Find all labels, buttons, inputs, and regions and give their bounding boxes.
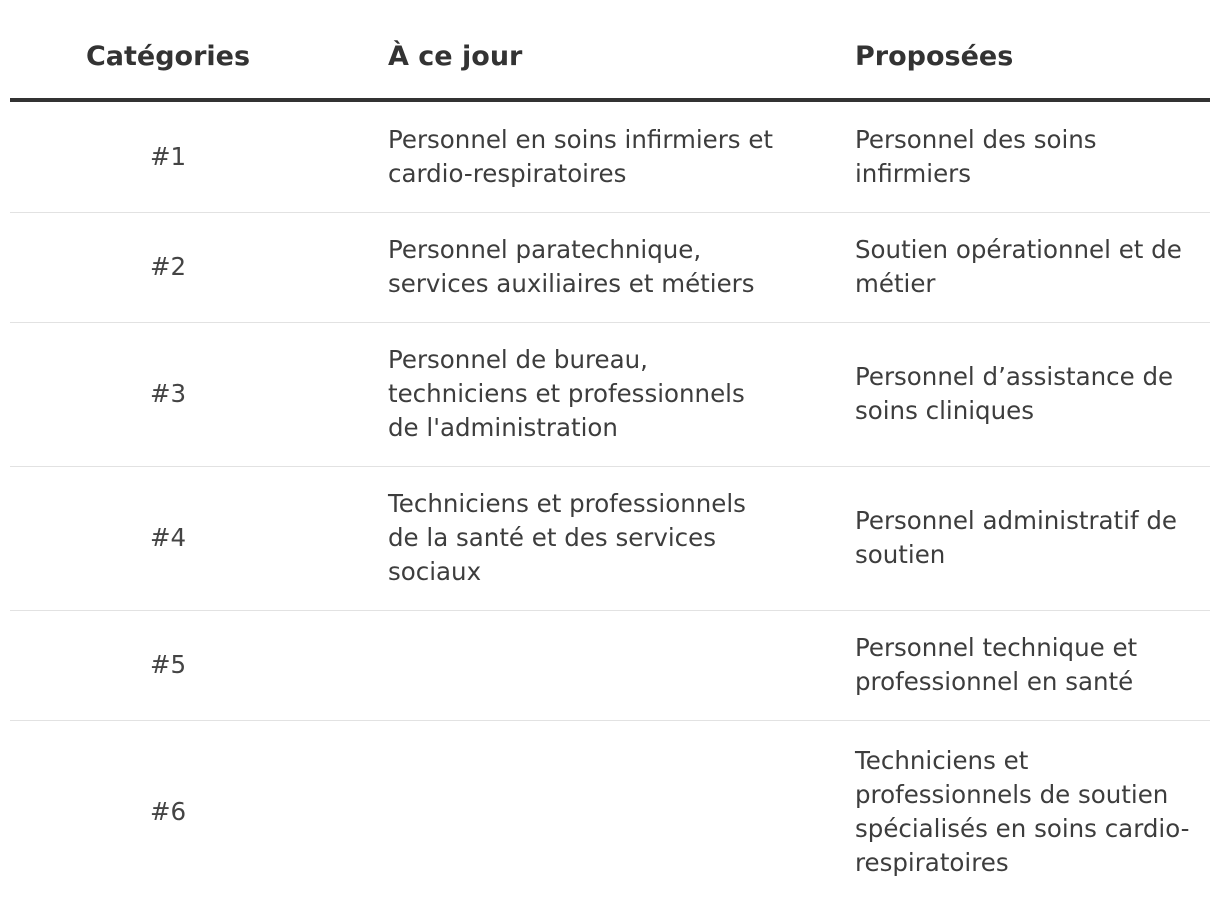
- current-cell: [326, 720, 793, 904]
- category-cell: #2: [10, 212, 326, 322]
- table-row: [10, 100, 1210, 212]
- table-header: [10, 0, 1210, 100]
- current-cell: Personnel de bureau, techniciens et professionnels de l'administration: [326, 322, 793, 466]
- categories-table: [10, 0, 1210, 904]
- current-cell: Techniciens et professionnels de la santé et des services sociaux: [326, 466, 793, 610]
- category-cell: #5: [10, 610, 326, 720]
- table-row: [10, 610, 1210, 720]
- header-proposed: Proposées: [793, 0, 1210, 100]
- proposed-cell: Soutien opérationnel et de métier: [793, 212, 1210, 322]
- category-cell: #3: [10, 322, 326, 466]
- table-body: [10, 100, 1210, 904]
- header-category: Catégories: [10, 0, 326, 100]
- current-cell: [326, 610, 793, 720]
- table-row: [10, 466, 1210, 610]
- categories-table-container: [10, 0, 1210, 904]
- current-cell: Personnel en soins infirmiers et cardio-respiratoires: [326, 100, 793, 212]
- header-row: [10, 0, 1210, 100]
- proposed-cell: Personnel des soins infirmiers: [793, 100, 1210, 212]
- proposed-cell: Techniciens et professionnels de soutien spécialisés en soins cardio-respiratoires: [855, 746, 1190, 878]
- proposed-cell: Personnel technique et professionnel en santé: [793, 610, 1210, 720]
- table-row: [10, 212, 1210, 322]
- table-row: [10, 322, 1210, 466]
- category-cell: #1: [10, 100, 326, 212]
- header-current: À ce jour: [326, 0, 793, 100]
- proposed-cell: Personnel administratif de soutien: [793, 466, 1210, 610]
- table-row: [10, 720, 1210, 904]
- category-cell: #4: [10, 466, 326, 610]
- category-cell: #6: [149, 797, 187, 827]
- proposed-cell: Personnel d’assistance de soins cliniques: [793, 322, 1210, 466]
- current-cell: Personnel paratechnique, services auxiliaires et métiers: [326, 212, 793, 322]
